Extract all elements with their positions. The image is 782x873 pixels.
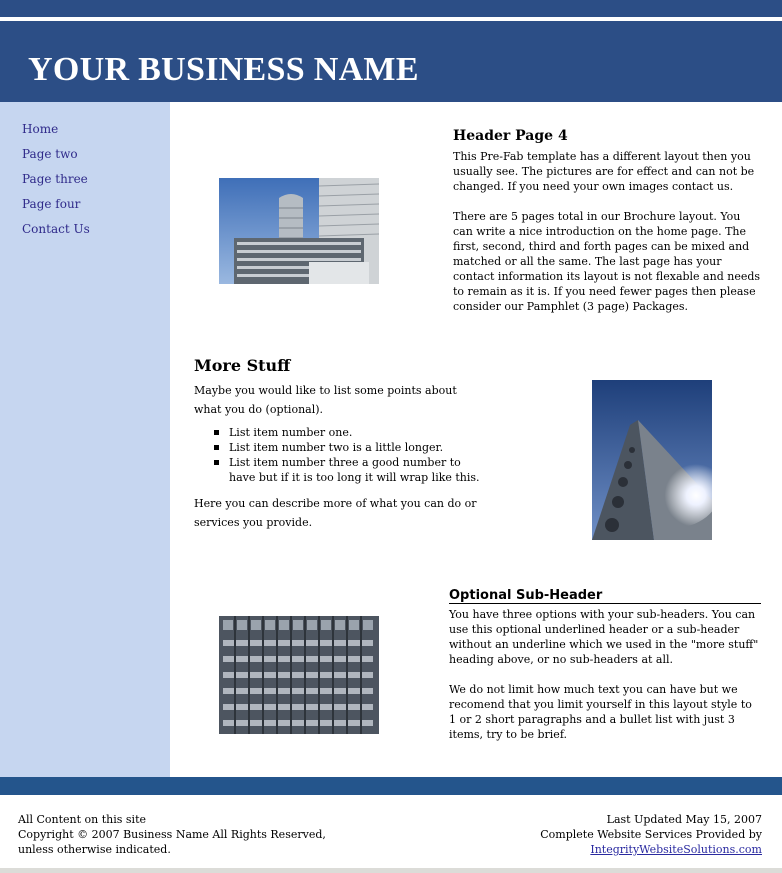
section-title-optional-sub-header: Optional Sub-Header — [449, 588, 761, 604]
footer-line: Copyright © 2007 Business Name All Rights Reserved, — [18, 828, 326, 841]
nav-link-contact-us[interactable]: Contact Us — [22, 222, 90, 236]
section1-paragraph-1: This Pre-Fab template has a different layout then you usually see. The pictures are for effect and can not be changed. If you need your own images contact us. — [453, 150, 755, 193]
provider-text: Complete Website Services Provided by — [540, 828, 762, 841]
glass-facade-image — [219, 616, 379, 734]
footer-copyright — [18, 812, 326, 857]
nav-link-page-three[interactable]: Page three — [22, 172, 88, 186]
section-title-more-stuff: More Stuff — [194, 356, 291, 375]
nav-link-page-two[interactable]: Page two — [22, 147, 78, 161]
list-item: List item number three a good number to have but if it is too long it will wrap like this. — [214, 455, 484, 485]
nav-menu — [22, 120, 90, 245]
section2-outro: Here you can describe more of what you can do or services you provide. — [194, 497, 477, 529]
section2-intro: Maybe you would like to list some points about what you do (optional). — [194, 384, 457, 416]
bullet-list — [214, 425, 484, 485]
top-bar — [0, 0, 782, 17]
section1-paragraph-2: There are 5 pages total in our Brochure layout. You can write a nice introduction on the home page. The first, second, third and forth pages can be mixed and matched or all the same. The last page has your contact information its layout is not flexable and needs to remain as it is. If you need fewer pages then please consider our Pamphlet (3 page) Packages. — [453, 210, 761, 313]
nav-link-page-four[interactable]: Page four — [22, 197, 81, 211]
section3-paragraph-2: We do not limit how much text you can have but we recomend that you limit yourself in this layout style to 1 or 2 short paragraphs and a bullet list with just 3 items, try to be brief. — [449, 683, 752, 741]
sidebar — [0, 102, 170, 777]
main-content — [170, 102, 782, 777]
section3-paragraph-1: You have three options with your sub-headers. You can use this optional underlined header or a sub-header without an underline which we used in the "more stuff" heading above, or no sub-headers at all. — [449, 608, 759, 666]
bottom-bar — [0, 777, 782, 795]
list-item: List item number two is a little longer. — [214, 440, 484, 455]
site-header — [0, 21, 782, 102]
footer-line: All Content on this site — [18, 813, 146, 826]
business-name: YOUR BUSINESS NAME — [28, 51, 419, 88]
last-updated: Last Updated May 15, 2007 — [606, 813, 762, 826]
footer-line: unless otherwise indicated. — [18, 843, 171, 856]
list-item: List item number one. — [214, 425, 484, 440]
nav-link-home[interactable]: Home — [22, 122, 59, 136]
section-title-header-page-4: Header Page 4 — [453, 128, 568, 144]
tower-sun-image — [592, 380, 712, 540]
skyscraper-image — [219, 178, 379, 284]
provider-link[interactable]: IntegrityWebsiteSolutions.com — [590, 843, 762, 856]
footer-credits — [540, 812, 762, 857]
footer-bottom-edge — [0, 868, 782, 873]
footer — [0, 795, 782, 868]
